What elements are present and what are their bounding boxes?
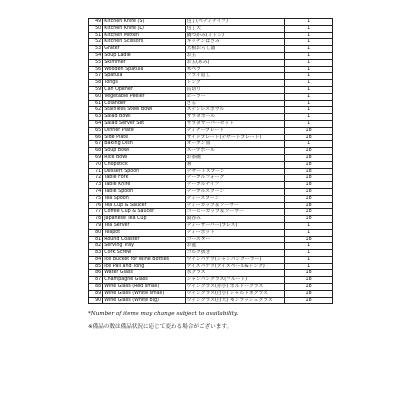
item-number: 84	[89, 256, 103, 263]
item-name-english: Baking Dish	[103, 141, 185, 148]
item-name-japanese: お盆	[185, 243, 285, 250]
item-name-japanese: ディナープレート	[185, 127, 285, 134]
item-name-english: Coffee Cup & Saucer	[103, 209, 185, 216]
item-name-english: Salad Bowl	[103, 114, 185, 121]
item-name-japanese: オーブン皿	[185, 141, 285, 148]
item-name-japanese: テーブルナイフ	[185, 182, 285, 189]
item-name-japanese: ワインバケツ(シャンパンクーラー)	[185, 256, 285, 263]
item-name-japanese: お茶碗	[185, 154, 285, 161]
table-row	[89, 25, 333, 32]
item-name-english: Kitchen Scissors	[103, 39, 185, 46]
item-name-japanese: 大根おろし器	[185, 46, 285, 53]
item-number: 68	[89, 148, 103, 155]
item-quantity: 1	[285, 120, 333, 127]
item-number: 87	[89, 277, 103, 284]
table-row	[89, 175, 333, 182]
item-name-english: Colander	[103, 100, 185, 107]
item-number: 66	[89, 134, 103, 141]
table-row	[89, 32, 333, 39]
item-name-japanese: コースター	[185, 236, 285, 243]
item-quantity: 18	[285, 236, 333, 243]
item-number: 60	[89, 93, 103, 100]
table-row	[89, 284, 333, 291]
item-number: 69	[89, 154, 103, 161]
item-number: 52	[89, 39, 103, 46]
item-quantity: 18	[285, 297, 333, 304]
table-row	[89, 297, 333, 304]
item-quantity: 1	[285, 73, 333, 80]
table-row	[89, 141, 333, 148]
item-quantity: 1	[285, 222, 333, 229]
item-name-japanese: 鍋つかみ(ミトン)	[185, 32, 285, 39]
table-row	[89, 66, 333, 73]
table-row	[89, 263, 333, 270]
table-row	[89, 80, 333, 87]
item-name-japanese: 木ベラ	[185, 66, 285, 73]
item-name-japanese: ワイングラス(赤小) ボルドーグラス	[185, 284, 285, 291]
item-name-japanese: トング	[185, 80, 285, 87]
item-quantity: 1	[285, 80, 333, 87]
item-number: 51	[89, 32, 103, 39]
item-name-english: Kitchen Knife (L)	[103, 25, 185, 32]
item-quantity: 18	[285, 168, 333, 175]
item-name-english: Ice Pail and Tong	[103, 263, 185, 270]
table-row	[89, 202, 333, 209]
item-number: 54	[89, 52, 103, 59]
item-name-english: Spatula	[103, 73, 185, 80]
item-number: 59	[89, 86, 103, 93]
item-name-english: Serving Tray	[103, 243, 185, 250]
item-name-english: Cork Screw	[103, 250, 185, 257]
item-quantity: 18	[285, 290, 333, 297]
item-name-japanese: 湯呑み	[185, 216, 285, 223]
table-row	[89, 100, 333, 107]
item-name-english: Kitchen Mitten	[103, 32, 185, 39]
item-name-english: Salad Server Set	[103, 120, 185, 127]
item-name-english: Dessert Spoon	[103, 168, 185, 175]
table-row	[89, 59, 333, 66]
item-number: 53	[89, 46, 103, 53]
availability-note-japanese: ※備品の数は備品状況に応じて変わる場合がございます。	[88, 324, 233, 330]
item-number: 77	[89, 209, 103, 216]
item-name-english: Round Coaster	[103, 236, 185, 243]
item-name-english: Stainless Steel Bowl	[103, 107, 185, 114]
table-row	[89, 216, 333, 223]
item-number: 90	[89, 297, 103, 304]
item-name-japanese: フライ返し	[185, 73, 285, 80]
item-name-english: Wooden Spatula	[103, 66, 185, 73]
item-quantity: 1	[285, 100, 333, 107]
item-quantity: 18	[285, 284, 333, 291]
item-name-english: Table Knife	[103, 182, 185, 189]
table-row	[89, 222, 333, 229]
item-quantity: 18	[285, 182, 333, 189]
table-row	[89, 277, 333, 284]
item-name-japanese: ステンレスボウル	[185, 107, 285, 114]
item-name-english: Table Spoon	[103, 188, 185, 195]
table-row	[89, 161, 333, 168]
item-quantity: 1	[285, 263, 333, 270]
table-row	[89, 236, 333, 243]
item-number: 75	[89, 195, 103, 202]
item-number: 49	[89, 19, 103, 26]
item-name-english: Ice Bucket for Wine Bottles	[103, 256, 185, 263]
item-name-english: Japanese Tea Cup	[103, 216, 185, 223]
item-name-japanese: ティーポット	[185, 229, 285, 236]
table-row	[89, 114, 333, 121]
item-name-japanese: お玉	[185, 52, 285, 59]
item-name-english: Tea Spoon	[103, 195, 185, 202]
item-number: 62	[89, 107, 103, 114]
item-number: 61	[89, 100, 103, 107]
table-row	[89, 195, 333, 202]
item-quantity: 18	[285, 195, 333, 202]
table-row	[89, 188, 333, 195]
table-row	[89, 127, 333, 134]
item-number: 65	[89, 127, 103, 134]
item-number: 81	[89, 236, 103, 243]
item-name-english: Vegetable Peeler	[103, 93, 185, 100]
item-name-japanese: ティースプーン	[185, 195, 285, 202]
table-row	[89, 256, 333, 263]
item-quantity: 18	[285, 216, 333, 223]
table-row	[89, 73, 333, 80]
item-name-english: Table Fork	[103, 175, 185, 182]
item-quantity: 1	[285, 32, 333, 39]
item-name-japanese: キッチンばさみ	[185, 39, 285, 46]
item-quantity: 18	[285, 202, 333, 209]
item-number: 50	[89, 25, 103, 32]
item-name-english: Champagne Glass	[103, 277, 185, 284]
item-quantity: 1	[285, 59, 333, 66]
item-quantity: 18	[285, 270, 333, 277]
item-name-japanese: お玉(あみ)	[185, 59, 285, 66]
item-name-japanese: ワイングラス(白大) モンラッシェグラス	[185, 297, 285, 304]
table-row	[89, 270, 333, 277]
item-number: 58	[89, 80, 103, 87]
item-name-english: Wine Glass (White big)	[103, 297, 185, 304]
item-number: 79	[89, 222, 103, 229]
item-name-english: Tongs	[103, 80, 185, 87]
item-name-japanese: 箸	[185, 161, 285, 168]
item-quantity: 1	[285, 25, 333, 32]
item-quantity: 18	[285, 277, 333, 284]
item-number: 86	[89, 270, 103, 277]
table-row	[89, 168, 333, 175]
item-name-english: Tea Server	[103, 222, 185, 229]
table-row	[89, 182, 333, 189]
item-quantity: 1	[285, 66, 333, 73]
item-number: 82	[89, 243, 103, 250]
item-quantity: 18	[285, 175, 333, 182]
item-quantity: 18	[285, 134, 333, 141]
item-name-japanese: 包丁(ペティナイフ)	[185, 19, 285, 26]
item-number: 73	[89, 182, 103, 189]
item-name-english: Side Plate	[103, 134, 185, 141]
item-quantity: 1	[285, 52, 333, 59]
item-name-japanese: 缶切り	[185, 86, 285, 93]
item-name-english: Grater	[103, 46, 185, 53]
item-quantity: 1	[285, 86, 333, 93]
item-quantity: 1	[285, 256, 333, 263]
item-name-english: Wine Glass (Red small)	[103, 284, 185, 291]
item-quantity: 18	[285, 209, 333, 216]
item-quantity: 1	[285, 229, 333, 236]
table-row	[89, 39, 333, 46]
table-row	[89, 209, 333, 216]
item-name-english: Water Glass	[103, 270, 185, 277]
item-quantity: 1	[285, 19, 333, 26]
item-name-japanese: 包丁大	[185, 25, 285, 32]
item-name-japanese: コーヒーカップ＆ソーサー	[185, 209, 285, 216]
item-number: 71	[89, 168, 103, 175]
item-name-english: Kitchen Knife (S)	[103, 19, 185, 26]
table-row	[89, 243, 333, 250]
item-name-japanese: サラダボール	[185, 114, 285, 121]
item-name-english: Can Opener	[103, 86, 185, 93]
item-name-english: Wine Glass (White small)	[103, 290, 185, 297]
item-number: 85	[89, 263, 103, 270]
item-name-japanese: シャンパングラス(フルート)	[185, 277, 285, 284]
item-quantity: 18	[285, 148, 333, 155]
item-quantity: 1	[285, 250, 333, 257]
item-quantity: 1	[285, 46, 333, 53]
item-number: 88	[89, 284, 103, 291]
item-quantity: 1	[285, 107, 333, 114]
item-quantity: 18	[285, 127, 333, 134]
inventory-table	[88, 18, 333, 304]
item-name-japanese: スープボール	[185, 148, 285, 155]
item-name-japanese: アイスバケツ(アイスペール&トング)	[185, 263, 285, 270]
item-name-japanese: ティーサーバー(プレス)	[185, 222, 285, 229]
item-number: 67	[89, 141, 103, 148]
item-name-japanese: 水グラス	[185, 270, 285, 277]
table-row	[89, 86, 333, 93]
table-row	[89, 134, 333, 141]
item-quantity: 18	[285, 154, 333, 161]
item-name-english: Chopstick	[103, 161, 185, 168]
item-number: 72	[89, 175, 103, 182]
item-number: 55	[89, 59, 103, 66]
table-row	[89, 52, 333, 59]
table-row	[89, 148, 333, 155]
item-name-english: Skimmer	[103, 59, 185, 66]
inventory-table-body	[89, 19, 333, 304]
item-name-english: Teapot	[103, 229, 185, 236]
item-number: 74	[89, 188, 103, 195]
item-quantity: 18	[285, 188, 333, 195]
item-quantity: 18	[285, 161, 333, 168]
item-number: 76	[89, 202, 103, 209]
item-name-english: Soup Ladle	[103, 52, 185, 59]
item-name-english: Tea Cup & Saucer	[103, 202, 185, 209]
item-name-japanese: ざる	[185, 100, 285, 107]
item-name-japanese: ピーラー	[185, 93, 285, 100]
item-number: 63	[89, 114, 103, 121]
item-name-japanese: ティーカップ＆ソーサー	[185, 202, 285, 209]
item-quantity: 1	[285, 141, 333, 148]
item-number: 80	[89, 229, 103, 236]
table-row	[89, 107, 333, 114]
table-row	[89, 250, 333, 257]
item-number: 83	[89, 250, 103, 257]
table-row	[89, 19, 333, 26]
item-name-japanese: テーブルフォーク	[185, 175, 285, 182]
item-name-japanese: サイドプレート(デザートプレート)	[185, 134, 285, 141]
table-row	[89, 93, 333, 100]
item-name-english: Soup Bowl	[103, 148, 185, 155]
item-number: 64	[89, 120, 103, 127]
item-number: 78	[89, 216, 103, 223]
item-name-japanese: ワイングラス(白小) シャルドネグラス	[185, 290, 285, 297]
table-row	[89, 290, 333, 297]
item-quantity: 1	[285, 93, 333, 100]
item-number: 57	[89, 73, 103, 80]
item-quantity: 1	[285, 39, 333, 46]
item-quantity: 1	[285, 114, 333, 121]
item-number: 70	[89, 161, 103, 168]
item-quantity: 1	[285, 243, 333, 250]
item-name-english: Rice Bowl	[103, 154, 185, 161]
item-number: 56	[89, 66, 103, 73]
item-name-japanese: テーブルスプーン	[185, 188, 285, 195]
table-row	[89, 154, 333, 161]
item-name-japanese: サラダサーバーセット	[185, 120, 285, 127]
table-row	[89, 46, 333, 53]
availability-note-english: *Number of items may change subject to availability.	[88, 311, 239, 317]
table-row	[89, 120, 333, 127]
item-name-japanese: コルク抜き	[185, 250, 285, 257]
item-number: 89	[89, 290, 103, 297]
item-name-english: Dinner Plate	[103, 127, 185, 134]
table-row	[89, 229, 333, 236]
item-name-japanese: デザートスプーン	[185, 168, 285, 175]
